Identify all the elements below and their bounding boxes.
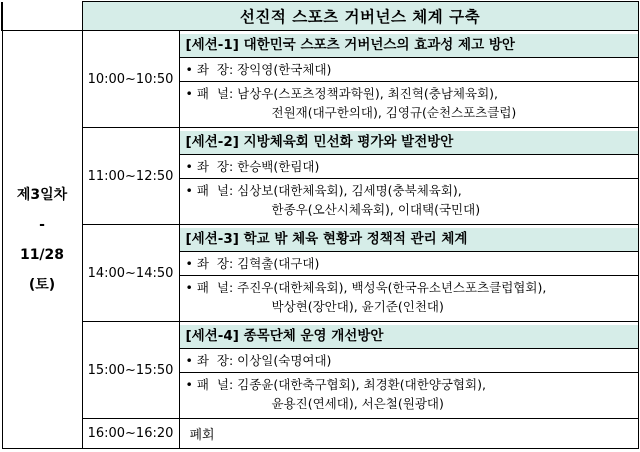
chair-line (180, 252, 638, 276)
panel-label: • 패 널: (185, 377, 238, 392)
panel-line (180, 179, 638, 221)
panel-names-2: 한종우(오산시체육회), 이대택(국민대) (271, 202, 481, 217)
session-row (2, 31, 638, 128)
session-time: 10:00~10:50 (82, 31, 179, 128)
chair-label: • 좌 장: (185, 256, 238, 271)
panel-names-1: 심상보(대한체육회), 김세명(충북체육회), (237, 183, 462, 198)
blank-corner (2, 2, 82, 31)
day-date: 11/28 (19, 246, 65, 263)
chair-name: 장익영(한국체대) (237, 62, 332, 77)
session-time: 14:00~14:50 (82, 225, 179, 322)
session-time: 15:00~15:50 (82, 322, 179, 419)
panel-names-2: 전원재(대구한의대), 김영규(순천스포츠클럽) (271, 105, 517, 120)
session-content (179, 31, 638, 128)
day-label: 제3일차 (16, 186, 68, 203)
chair-line (180, 349, 638, 373)
session-row (2, 322, 638, 419)
panel-names-2: 박상현(장안대), 윤기준(인천대) (271, 299, 444, 314)
chair-line (180, 155, 638, 179)
session-heading: [세션-1] 대한민국 스포츠 거버넌스의 효과성 제고 방안 (180, 34, 638, 58)
panel-names-1: 남상우(스포츠정책과학원), 최진혁(충남체육회), (237, 86, 498, 101)
panel-line (180, 276, 638, 318)
panel-label: • 패 널: (185, 183, 238, 198)
panel-line (180, 82, 638, 124)
session-time: 11:00~12:50 (82, 128, 179, 225)
panel-names-1: 주진우(대한체육회), 백성욱(한국유소년스포츠클럽협회), (237, 280, 547, 295)
title-row (2, 2, 638, 31)
chair-line (180, 58, 638, 82)
session-row (2, 128, 638, 225)
day-weekday: (토) (28, 276, 56, 293)
schedule-title: 선진적 스포츠 거버넌스 체계 구축 (82, 2, 638, 31)
day-cell (2, 31, 82, 449)
chair-label: • 좌 장: (185, 353, 238, 368)
panel-label: • 패 널: (185, 280, 238, 295)
chair-name: 김혁출(대구대) (237, 256, 320, 271)
panel-line (180, 373, 638, 415)
chair-name: 이상일(숙명여대) (237, 353, 332, 368)
chair-label: • 좌 장: (185, 62, 238, 77)
session-heading: [세션-3] 학교 밖 체육 현황과 정책적 관리 체계 (180, 228, 638, 252)
day-dash: - (39, 216, 45, 233)
panel-names-2: 윤용진(연세대), 서은철(원광대) (271, 396, 444, 411)
session-content (179, 225, 638, 322)
closing-time: 16:00~16:20 (82, 419, 179, 449)
session-heading: [세션-4] 종목단체 운영 개선방안 (180, 325, 638, 349)
chair-label: • 좌 장: (185, 159, 238, 174)
session-content (179, 322, 638, 419)
panel-label: • 패 널: (185, 86, 238, 101)
session-row (2, 225, 638, 322)
session-heading: [세션-2] 지방체육회 민선화 평가와 발전방안 (180, 131, 638, 155)
closing-row (2, 419, 638, 449)
closing-label: 폐회 (179, 419, 638, 449)
schedule-table (1, 1, 639, 449)
chair-name: 한승백(한림대) (237, 159, 320, 174)
session-content (179, 128, 638, 225)
panel-names-1: 김종윤(대한축구협회), 최경환(대한양궁협회), (237, 377, 486, 392)
